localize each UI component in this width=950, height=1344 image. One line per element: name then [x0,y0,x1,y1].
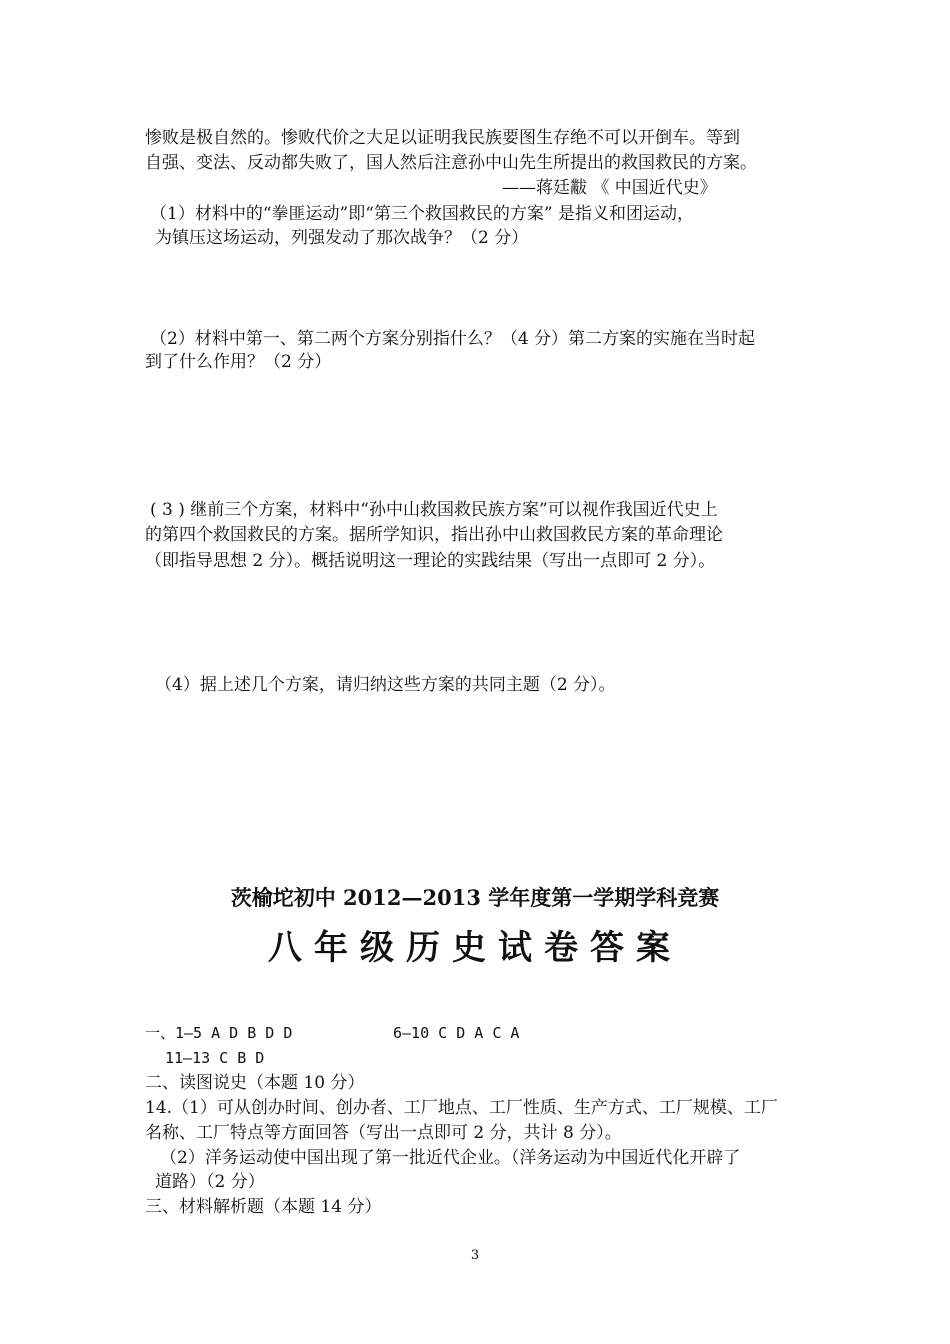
material-source: ——蒋廷黻 《 中国近代史》 [502,178,717,198]
page-number: 3 [470,1248,480,1263]
question-1-line-2: 为镇压这场运动，列强发动了那次战争？（2 分） [155,228,529,248]
question-3-line-2: 的第四个救国救民的方案。据所学知识，指出孙中山救国救民方案的革命理论 [145,525,723,545]
part3-heading: 三、材料解析题（本题 14 分） [145,1197,382,1217]
answer-14-1-line-2: 名称、工厂特点等方面回答（写出一点即可 2 分，共计 8 分）。 [145,1123,622,1143]
question-1-line-1: （1）材料中的“拳匪运动”即“第三个救国救民的方案” 是指义和团运动， [150,204,694,224]
question-2-line-1: （2）材料中第一、第二两个方案分别指什么？（4 分）第二方案的实施在当时起 [150,329,756,349]
answer-1-5: 一、1—5 A D B D D [145,1024,293,1042]
part2-heading: 二、读图说史（本题 10 分） [145,1073,365,1093]
question-4-line-1: （4）据上述几个方案，请归纳这些方案的共同主题（2 分）。 [155,675,616,695]
question-3-line-3: （即指导思想 2 分）。概括说明这一理论的实践结果（写出一点即可 2 分）。 [145,551,716,571]
material-line-2: 自强、变法、反动都失败了，国人然后注意孙中山先生所提出的救国救民的方案。 [145,153,757,173]
answer-6-10: 6—10 C D A C A [393,1024,520,1042]
answer-key-title: 茨榆坨初中 2012—2013 学年度第一学期学科竞赛 [230,885,720,910]
answer-14-2-line-1: （2）洋务运动使中国出现了第一批近代企业。（洋务运动为中国近代化开辟了 [160,1148,741,1168]
question-2-line-2: 到了什么作用？（2 分） [145,352,332,372]
answer-key-subtitle: 八年级历史试卷答案 [268,928,682,968]
answer-part1-row1 [145,1021,520,1045]
question-3-line-1: ( 3 ) 继前三个方案，材料中“孙中山救国救民族方案”可以视作我国近代史上 [150,500,718,520]
answer-14-1-line-1: 14.（1）可从创办时间、创办者、工厂地点、工厂性质、生产方式、工厂规模、工厂 [145,1098,778,1118]
answer-11-13: 11—13 C B D [165,1049,265,1067]
answer-14-2-line-2: 道路）（2 分） [155,1172,265,1192]
material-line-1: 惨败是极自然的。惨败代价之大足以证明我民族要图生存绝不可以开倒车。等到 [145,128,740,148]
